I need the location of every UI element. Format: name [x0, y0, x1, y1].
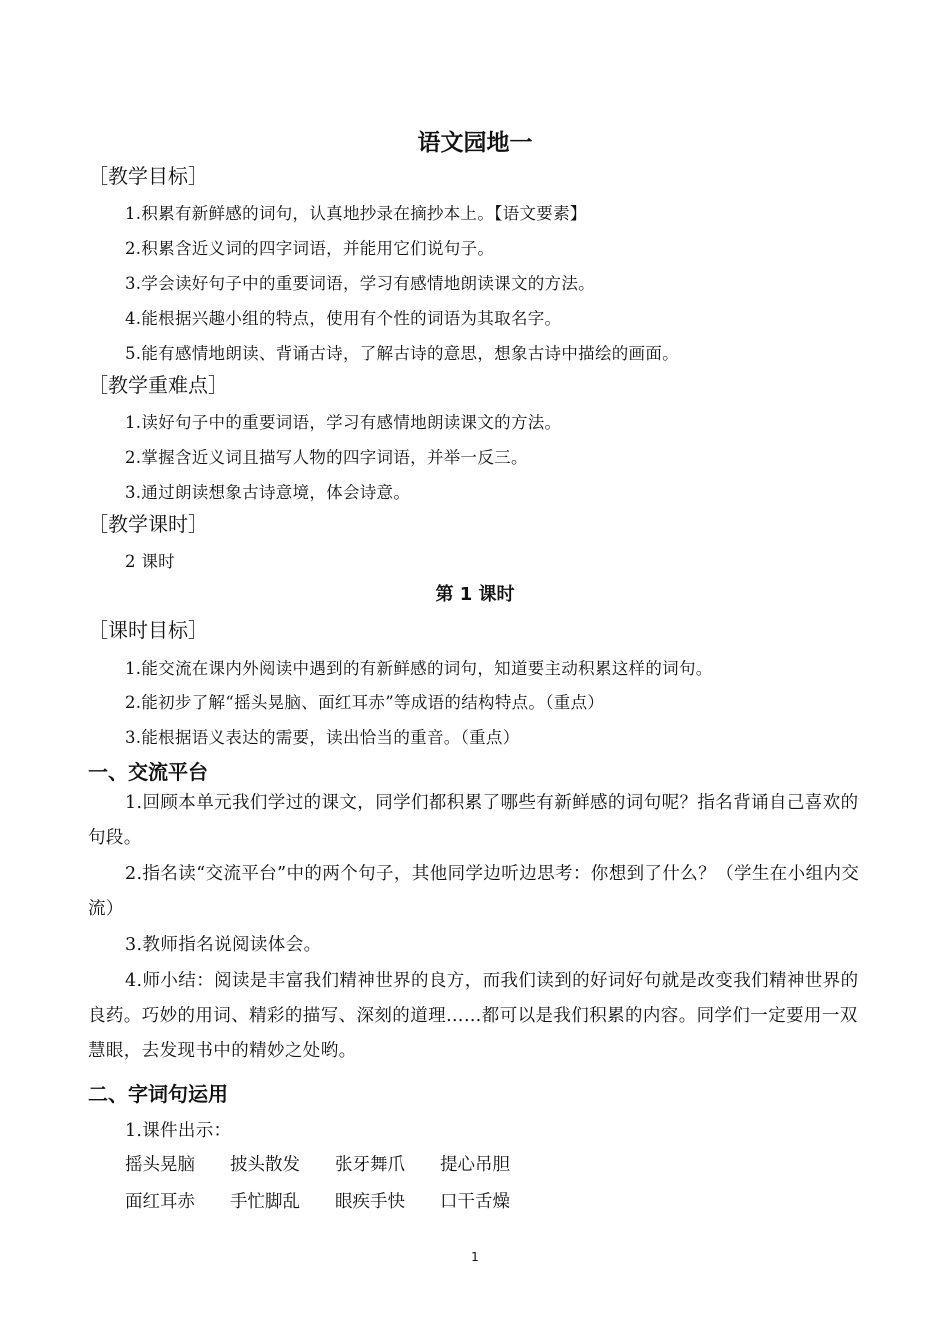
paragraph: 3.教师指名说阅读体会。 [125, 935, 322, 955]
lesson-goal-item: 1.能交流在课内外阅读中遇到的有新鲜感的词句，知道要主动积累这样的词句。 [125, 659, 713, 678]
paragraph: 1.回顾本单元我们学过的课文，同学们都积累了哪些有新鲜感的词句呢？指名背诵自己喜欢的句段。 [88, 793, 859, 848]
goal-item: 3.学会读好句子中的重要词语，学习有感情地朗读课文的方法。 [125, 274, 595, 293]
idiom-grid [125, 1151, 545, 1213]
part-heading-exchange: 一、交流平台 [88, 760, 208, 784]
paragraph: 2.指名读“交流平台”中的两个句子，其他同学边听边思考：你想到了什么？（学生在小组内交流） [88, 864, 860, 919]
hours-text: 2 课时 [125, 552, 175, 571]
section-heading-key-points: ［教学重难点］ [88, 373, 228, 397]
page-title: 语文园地一 [417, 130, 533, 156]
courseware-line: 1.课件出示： [125, 1121, 232, 1141]
goal-item: 4.能根据兴趣小组的特点，使用有个性的词语为其取名字。 [125, 309, 562, 328]
section-heading-hours: ［教学课时］ [88, 512, 208, 536]
idiom: 面红耳赤 [125, 1192, 195, 1212]
idiom: 张牙舞爪 [335, 1155, 405, 1175]
goal-item: 2.积累含近义词的四字词语，并能用它们说句子。 [125, 239, 495, 258]
page-number: 1 [471, 1250, 479, 1264]
idiom: 口干舌燥 [440, 1192, 510, 1212]
key-point-item: 1.读好句子中的重要词语，学习有感情地朗读课文的方法。 [125, 413, 562, 432]
idiom: 手忙脚乱 [230, 1192, 300, 1212]
idiom: 眼疾手快 [335, 1192, 405, 1212]
key-point-item: 3.通过朗读想象古诗意境，体会诗意。 [125, 483, 411, 502]
idiom: 提心吊胆 [440, 1155, 510, 1175]
lesson-goal-item: 3.能根据语义表达的需要，读出恰当的重音。（重点） [125, 728, 520, 747]
goal-item: 1.积累有新鲜感的词句，认真地抄录在摘抄本上。【语文要素】 [125, 204, 587, 223]
goal-item: 5.能有感情地朗读、背诵古诗，了解古诗的意思，想象古诗中描绘的画面。 [125, 344, 679, 363]
section-heading-lesson-goals: ［课时目标］ [88, 618, 208, 642]
lesson-goal-item: 2.能初步了解“摇头晃脑、面红耳赤”等成语的结构特点。（重点） [125, 693, 605, 712]
part-heading-words: 二、字词句运用 [88, 1082, 228, 1106]
key-point-item: 2.掌握含近义词且描写人物的四字词语，并举一反三。 [125, 448, 528, 467]
idiom: 披头散发 [230, 1155, 300, 1175]
paragraph: 4.师小结：阅读是丰富我们精神世界的良方，而我们读到的好词好句就是改变我们精神世界的良药。巧妙的用词、精彩的描写、深刻的道理……都可以是我们积累的内容。同学们一定要用一双慧眼，去发现书中的精妙之处哟。 [88, 971, 859, 1061]
lesson-title: 第 1 课时 [435, 584, 515, 605]
idiom: 摇头晃脑 [125, 1155, 195, 1175]
section-heading-goals: ［教学目标］ [88, 164, 208, 188]
